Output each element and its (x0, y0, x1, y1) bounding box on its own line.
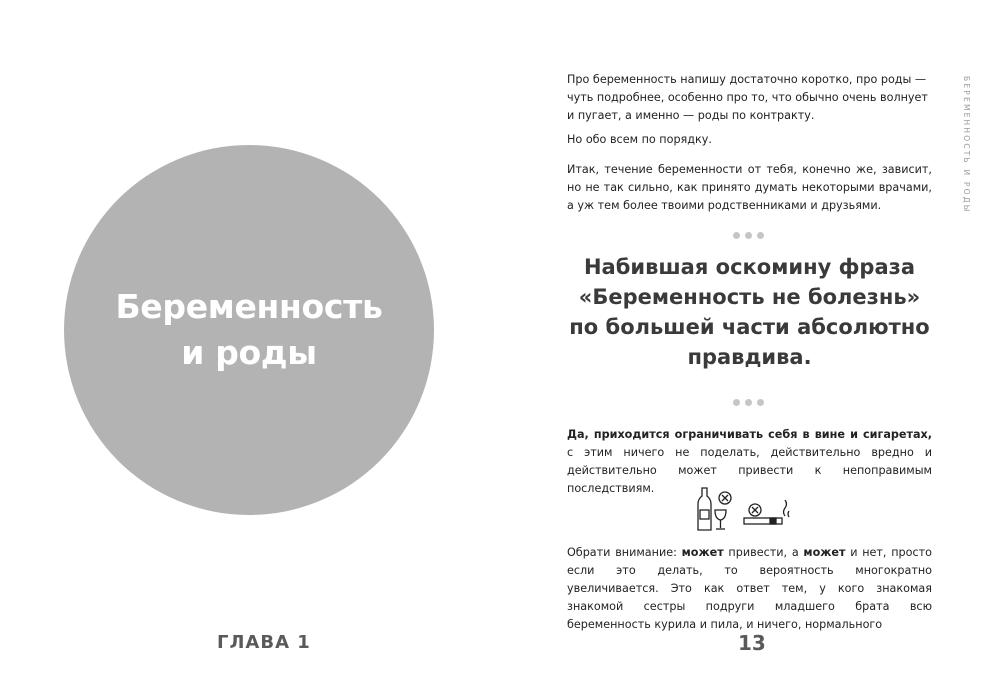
warning-icons (690, 486, 800, 532)
paragraph-note (567, 544, 932, 634)
note-bold-1: может (681, 546, 724, 559)
note-bold-2: может (803, 546, 846, 559)
divider-dots-bottom (733, 399, 764, 406)
no-alcohol-icon (698, 488, 731, 530)
pull-quote-line-4: правдива. (687, 345, 812, 369)
chapter-title (115, 284, 382, 376)
note-part-1: Обрати внимание: (567, 546, 682, 559)
chapter-title-line-1: Беременность (115, 287, 383, 326)
pull-quote-line-1: Набившая оскомину фраза (583, 255, 916, 279)
dot (733, 399, 740, 406)
note-part-3: и нет, просто если это делать, то вероятность многократно увеличивается. Это как ответ тем, у кого знакомая знакомой сестры подруги младшего брата всю беременность курила и пила, и ничего, нормального (567, 546, 932, 631)
right-page (500, 0, 1000, 689)
no-smoking-icon (744, 500, 789, 524)
paragraph-order: Но обо всем по порядку. (567, 133, 712, 146)
restrictions-rest: с этим ничего не поделать, действительно вредно и действительно может привести к непоправимым последствиям. (567, 446, 932, 495)
divider-dots-top (733, 232, 764, 239)
chapter-circle (64, 145, 434, 515)
dot (733, 232, 740, 239)
running-head: БЕРЕМЕННОСТЬ И РОДЫ (962, 76, 971, 214)
restrictions-bold-lead: Да, приходится ограничивать себя в вине и сигаретах, (567, 428, 932, 441)
note-part-2: привести, а (723, 546, 804, 559)
paragraph-course: Итак, течение беременности от тебя, конечно же, зависит, но не так сильно, как принято думать некоторыми врачами, а уж тем более твоими родственниками и друзьями. (567, 163, 932, 212)
page-number: 13 (738, 631, 766, 655)
pull-quote (567, 252, 932, 372)
paragraph-intro: Про беременность напишу достаточно коротко, про роды — чуть подробнее, особенно про то, что обычно очень волнует и пугает, а именно — роды по контракту. (567, 73, 928, 122)
dot (745, 232, 752, 239)
dot (757, 232, 764, 239)
dot (745, 399, 752, 406)
chapter-label: ГЛАВА 1 (217, 632, 311, 653)
pull-quote-line-2: «Беременность не болезнь» (578, 285, 921, 309)
dot (757, 399, 764, 406)
chapter-title-line-2: и роды (181, 333, 317, 372)
pull-quote-line-3: по большей части абсолютно (569, 315, 930, 339)
